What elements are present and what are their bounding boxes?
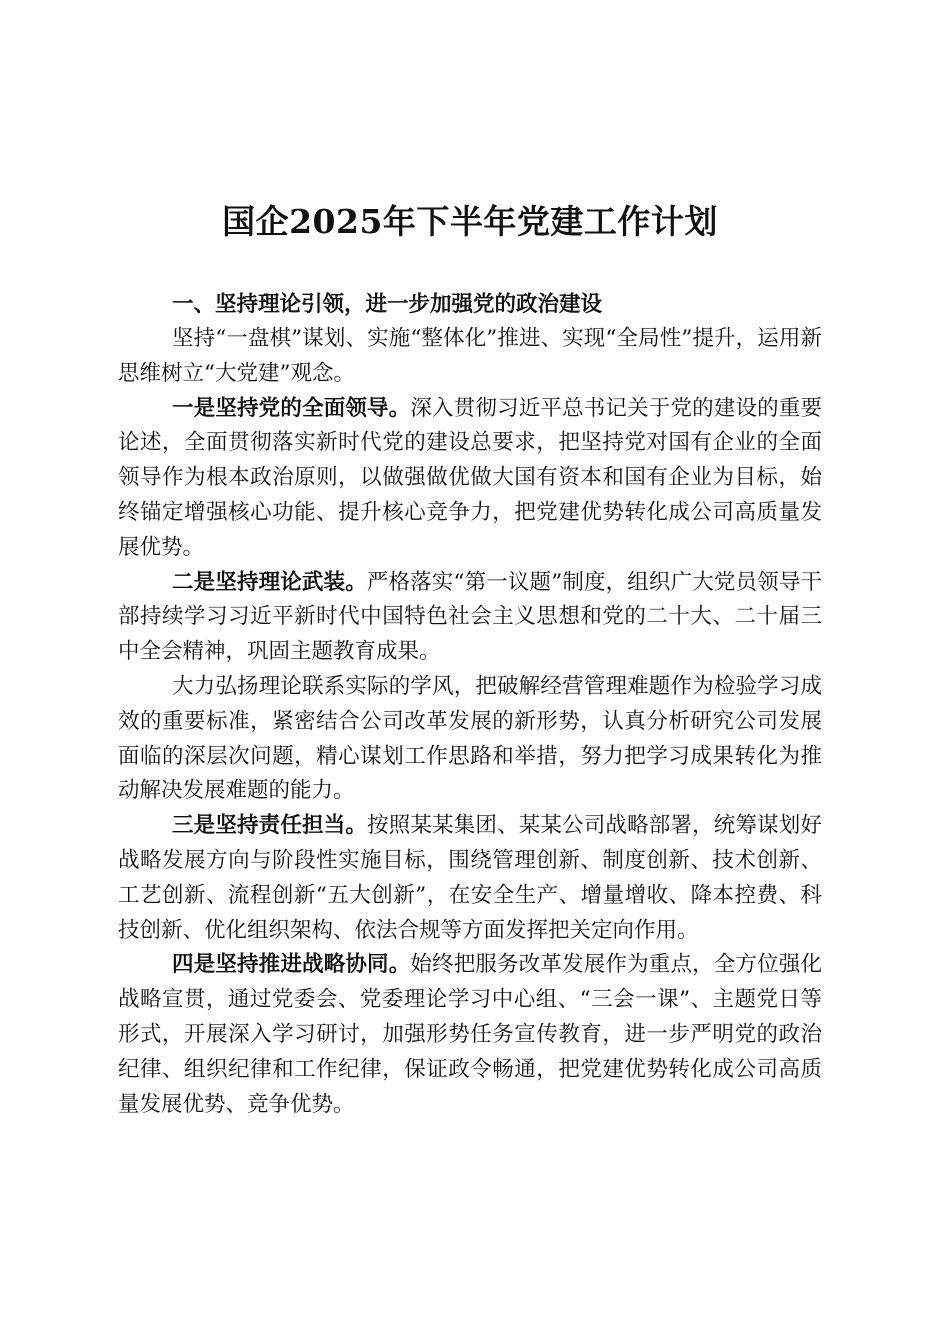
document-body xyxy=(118,288,822,1122)
paragraph-item-2-cont xyxy=(118,670,822,809)
paragraph-item-3 xyxy=(118,809,822,948)
document-page xyxy=(118,0,822,1344)
paragraph-lead: 三是坚持责任担当。 xyxy=(172,813,368,839)
paragraph-lead: 一是坚持党的全面领导。 xyxy=(172,395,411,421)
section-heading: 一、坚持理论引领，进一步加强党的政治建设 xyxy=(172,292,603,317)
document-title: 国企2025年下半年党建工作计划 xyxy=(222,202,718,241)
paragraph-item-1 xyxy=(118,392,822,566)
paragraph-item-2 xyxy=(118,566,822,670)
paragraph-text: 深入贯彻习近平总书记关于党的建设的重要论述，全面贯彻落实新时代党的建设总要求，把坚持党对国有企业的全面领导作为根本政治原则，以做强做优做大国有资本和国有企业为目标，始终锚定增强核心功能、提升核心竞争力，把党建优势转化成公司高质量发展优势。 xyxy=(118,395,822,560)
paragraph-lead: 四是坚持推进战略协同。 xyxy=(172,952,411,978)
paragraph-item-4 xyxy=(118,948,822,1122)
paragraph-text: 坚持“一盘棋”谋划、实施“整体化”推进、实现“全局性”提升，运用新思维树立“大党建”观念。 xyxy=(118,326,822,386)
paragraph-text: 始终把服务改革发展作为重点，全方位强化战略宣贯，通过党委会、党委理论学习中心组、“三会一课”、主题党日等形式，开展深入学习研讨，加强形势任务宣传教育，进一步严明党的政治纪律、组织纪律和工作纪律，保证政令畅通，把党建优势转化成公司高质量发展优势、竞争优势。 xyxy=(118,952,822,1117)
paragraph-text: 大力弘扬理论联系实际的学风，把破解经营管理难题作为检验学习成效的重要标准，紧密结合公司改革发展的新形势，认真分析研究公司发展面临的深层次问题，精心谋划工作思路和举措，努力把学习成果转化为推动解决发展难题的能力。 xyxy=(118,673,822,804)
paragraph-lead: 二是坚持理论武装。 xyxy=(172,569,367,595)
paragraph-text: 按照某某集团、某某公司战略部署，统筹谋划好战略发展方向与阶段性实施目标，围绕管理创新、制度创新、技术创新、工艺创新、流程创新“五大创新”，在安全生产、增量增收、降本控费、科技创新、优化组织架构、依法合规等方面发挥把关定向作用。 xyxy=(118,813,822,943)
paragraph-intro xyxy=(118,322,822,392)
paragraph-text: 严格落实“第一议题”制度，组织广大党员领导干部持续学习习近平新时代中国特色社会主义思想和党的二十大、二十届三中全会精神，巩固主题教育成果。 xyxy=(118,569,822,665)
